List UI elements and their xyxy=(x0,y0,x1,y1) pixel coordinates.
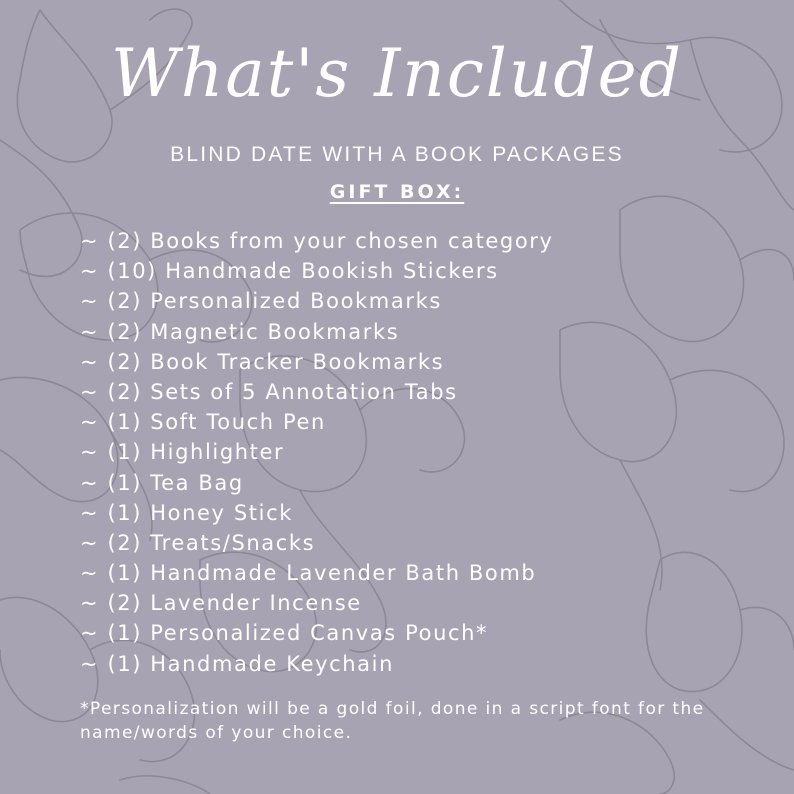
list-item: ~ (1) Handmade Lavender Bath Bomb xyxy=(80,561,537,586)
list-item: ~ (2) Magnetic Bookmarks xyxy=(80,319,400,344)
list-item: ~ (1) Tea Bag xyxy=(80,470,244,495)
list-item: ~ (1) Handmade Keychain xyxy=(80,651,394,676)
list-item: ~ (1) Honey Stick xyxy=(80,500,293,525)
list-item: ~ (2) Sets of 5 Annotation Tabs xyxy=(80,379,458,404)
list-item: ~ (1) Highlighter xyxy=(80,440,285,465)
butterfly-outline-icon xyxy=(560,196,794,590)
personalization-footnote: *Personalization will be a gold foil, done in a script font for the name/words of your choice. xyxy=(80,699,705,743)
included-items-list xyxy=(80,226,554,679)
list-item: ~ (10) Handmade Bookish Stickers xyxy=(80,259,499,284)
list-item: ~ (2) Books from your chosen category xyxy=(80,229,554,253)
page-title: What's Included xyxy=(111,35,683,112)
list-item: ~ (2) Lavender Incense xyxy=(80,591,362,616)
butterfly-outline-icon xyxy=(560,552,794,794)
list-item: ~ (2) Personalized Bookmarks xyxy=(80,289,442,314)
list-item: ~ (1) Soft Touch Pen xyxy=(80,410,326,435)
gift-box-heading: GIFT BOX: xyxy=(329,181,465,203)
list-item: ~ (2) Book Tracker Bookmarks xyxy=(80,349,445,374)
package-subtitle: BLIND DATE WITH A BOOK PACKAGES xyxy=(170,143,624,166)
list-item: ~ (2) Treats/Snacks xyxy=(80,530,316,555)
list-item: ~ (1) Personalized Canvas Pouch* xyxy=(80,621,489,646)
section-heading xyxy=(0,181,794,203)
